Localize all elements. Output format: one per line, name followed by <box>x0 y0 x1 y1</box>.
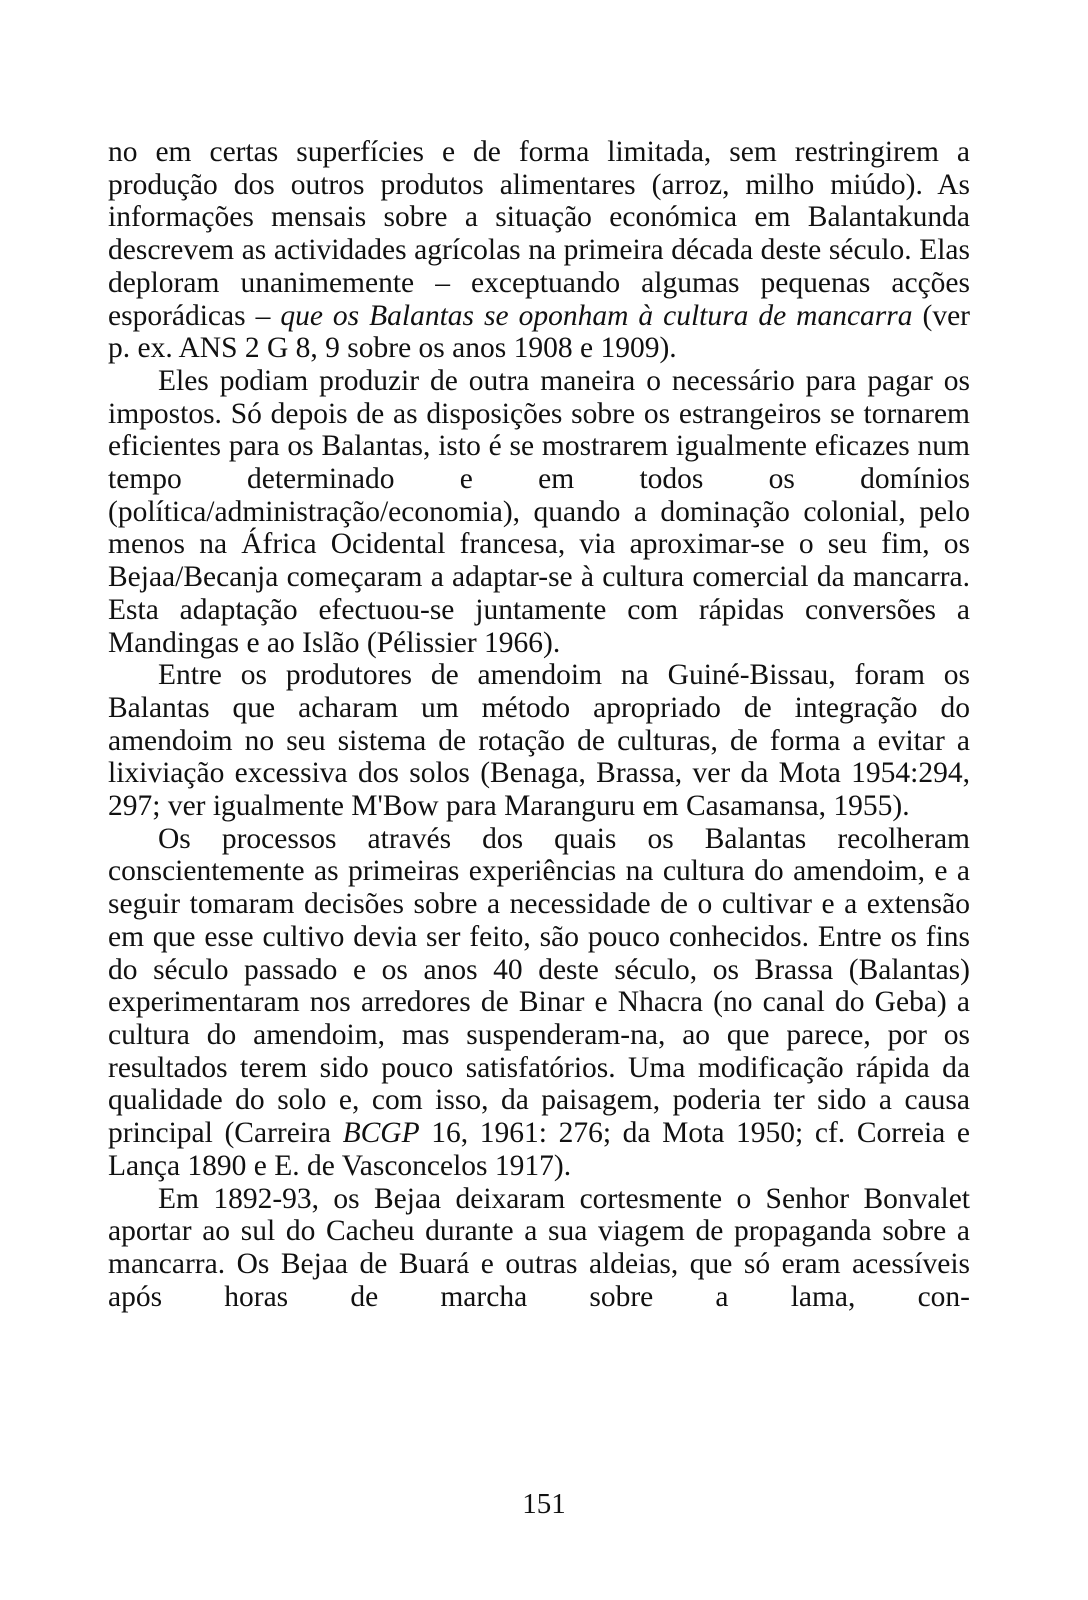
p4-text-b: 16, 1961: 276; da Mota 1950; cf. Correia e Lança 1890 e E. de Vasconcelos 1917). <box>108 1117 971 1182</box>
p4-text-a: Os processos através dos quais os Balantas recolheram conscientemente as primeiras experiências na cultura do amendoim, e a seguir tomaram decisões sobre a necessidade de o cultivar e a extensão em que esse cultivo devia ser feito, são pouco conhecidos. Entre os fins do século passado e os anos 40 deste século, os Brassa (Balantas) experimentaram nos arredores de Binar e Nhacra (no canal do Geba) a cultura do amendoim, mas suspenderam-na, ao que parece, por os resultados terem sido pouco satisfatórios. Uma modificação rápida da qualidade do solo e, com isso, da paisagem, poderia ter sido a causa principal (Carreira <box>108 822 970 1150</box>
p5-text: Em 1892-93, os Bejaa deixaram cortesmente o Senhor Bonvalet aportar ao sul do Cacheu durante a sua viagem de propaganda sobre a mancarra. Os Bejaa de Buará e outras aldeias, que só eram acessíveis após horas de marcha sobre a lama, con- <box>108 1182 970 1313</box>
p3-text: Entre os produtores de amendoim na Guiné-Bissau, foram os Balantas que acharam um método apropriado de integração do amendoim no seu sistema de rotação de culturas, de forma a evitar a lixiviação excessiva dos solos (Benaga, Brassa, ver da Mota 1954:294, 297; ver igualmente M'Bow para Maranguru em Casamansa, 1955). <box>108 659 970 823</box>
p1-text-b: (ver p. ex. ANS 2 G 8, 9 sobre os anos 1908 e 1909). <box>108 299 970 365</box>
paragraph-2 <box>108 365 970 659</box>
p1-text-a: no em certas superfícies e de forma limitada, sem restringirem a produção dos outros produtos alimentares (arroz, milho miúdo). As informações mensais sobre a situação económica em Balantakunda descrevem as actividades agrícolas na primeira década deste século. Elas deploram unanimemente – exceptuando algumas pequenas acções esporádicas – <box>108 136 970 332</box>
p1-text-italic: que os Balantas se oponham à cultura de mancarra <box>280 299 913 332</box>
paragraph-5 <box>108 1183 970 1314</box>
paragraph-3 <box>108 659 970 823</box>
page-number: 151 <box>522 1488 566 1520</box>
page-body <box>108 136 970 1313</box>
paragraph-4 <box>108 823 970 1183</box>
p4-text-italic: BCGP <box>342 1117 420 1150</box>
paragraph-1 <box>108 136 970 365</box>
p2-text: Eles podiam produzir de outra maneira o necessário para pagar os impostos. Só depois de as disposições sobre os estrangeiros se tornarem eficientes para os Balantas, isto é se mostrarem igualmente eficazes num tempo determinado e em todos os domínios (política/administração/economia), quando a dominação colonial, pelo menos na África Ocidental francesa, via aproximar-se o seu fim, os Bejaa/Becanja começaram a adaptar-se à cultura comercial da mancarra. Esta adaptação efectuou-se juntamente com rápidas conversões a Mandingas e ao Islão (Pélissier 1966). <box>108 364 970 659</box>
